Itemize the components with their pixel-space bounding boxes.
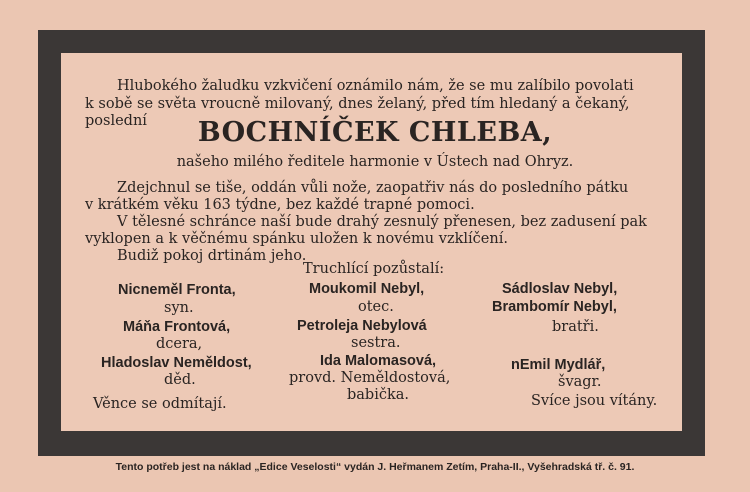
mourner-name: Sádloslav Nebyl, [502,281,618,297]
mourner-role: sestra. [351,335,401,351]
mourning-border-left [38,30,61,456]
mourner-name: Ida Malomasová, [320,353,437,369]
mourner-name: Nicneměl Fronta, [118,282,236,298]
mourner-role: děd. [164,372,196,388]
publisher-footer: Tento potřeb jest na náklad „Edice Veselosti“ vydán J. Heřmanem Zetím, Praha-II., Vyšehradská tř. č. 91. [115,461,635,473]
subtitle: našeho milého ředitele harmonie v Ústech nad Ohryz. [176,154,574,170]
mourner-name: nEmil Mydlář, [511,357,606,373]
mourner-role: otec. [358,299,394,315]
mourner-role: dcera, [156,336,203,352]
mourner-name: Petroleja Nebylová [297,318,427,334]
mourning-border-right [682,30,705,456]
mourner-role: syn. [164,300,194,316]
body-line-3: V tělesné schránce naší bude drahý zesnulý přenesen, bez zadusení pak [117,214,647,230]
body-line-1: Zdejchnul se tiše, oddán vůli nože, zaopatřiv nás do posledního pátku [117,180,629,196]
mourner-role: babička. [347,387,410,403]
mourner-role: bratři. [552,319,599,335]
mourner-role: provd. Neměldostová, [289,370,451,386]
closing-note-left: Věnce se odmítají. [93,396,227,412]
body-line-2: v krátkém věku 163 týdne, bez každé trapné pomoci. [85,197,475,213]
intro-line-1: Hlubokého žaludku vzkvičení oznámilo nám, že se mu zalíbilo povolati [117,78,634,94]
mourner-role: švagr. [558,374,602,390]
mourner-name: Moukomil Nebyl, [309,281,425,297]
deceased-name-title: BOCHNÍČEK CHLEBA, [197,117,553,148]
mourning-border-bottom [38,431,705,456]
intro-line-2: k sobě se světa vroucně milovaný, dnes želaný, před tím hledaný a čekaný, [85,96,630,112]
intro-line-3: poslední [85,113,147,129]
mourner-name: Máňa Frontová, [123,319,231,335]
body-line-4: vyklopen a k věčnému spánku uložen k novému vzklíčení. [85,231,508,247]
mourners-heading: Truchlící pozůstalí: [303,261,445,277]
mourning-border-top [38,30,705,53]
closing-note-right: Svíce jsou vítány. [531,393,658,409]
body-line-5: Budiž pokoj drtinám jeho. [117,248,307,264]
mourner-name: Hladoslav Neměldost, [101,355,252,371]
mourner-name: Brambomír Nebyl, [492,299,617,315]
